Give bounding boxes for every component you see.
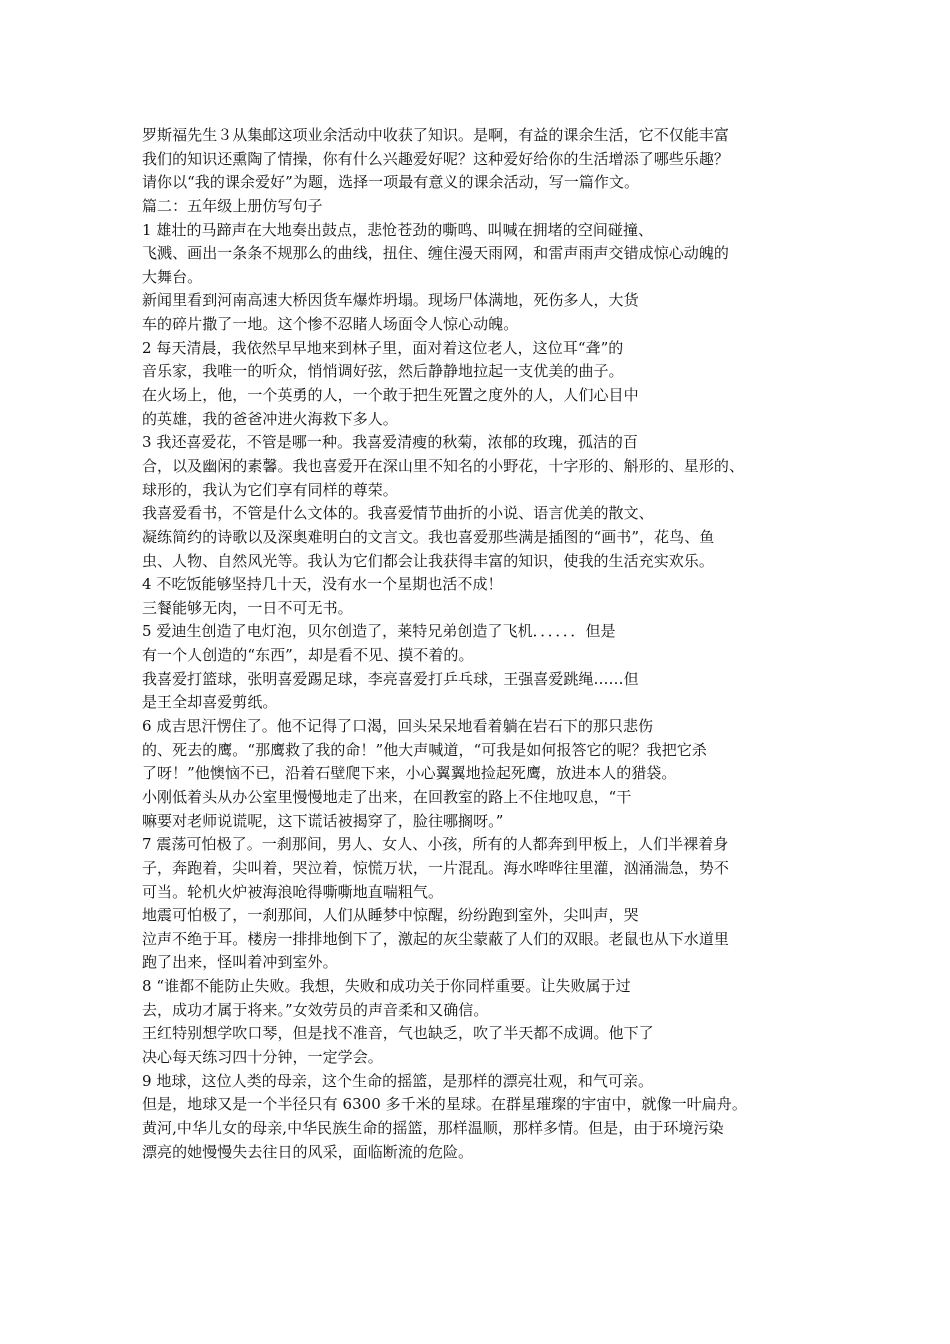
- text-line: 子，奔跑着，尖叫着，哭泣着，惊慌万状，一片混乱。海水哗哗往里灌，汹涌湍急，势不: [142, 858, 729, 877]
- text-line: 的、死去的鹰。“那鹰救了我的命！”他大声喊道，“可我是如何报答它的呢？我把它杀: [142, 740, 707, 759]
- text-line: 跑了出来，怪叫着冲到室外。: [142, 953, 338, 972]
- text-line: 球形的，我认为它们享有同样的尊荣。: [142, 480, 398, 499]
- text-line: 大舞台。: [142, 267, 203, 286]
- text-line: 的英雄，我的爸爸冲进火海救下多人。: [142, 409, 398, 428]
- text-line: 了呀！”他懊恼不已，沿着石壁爬下来，小心翼翼地捡起死鹰，放进本人的猎袋。: [142, 764, 677, 783]
- text-line: 小刚低着头从办公室里慢慢地走了出来，在回教室的路上不住地叹息，“干: [142, 787, 632, 806]
- essay-text-body: [142, 124, 832, 1164]
- text-line: 3 我还喜爱花，不管是哪一种。我喜爱清瘦的秋菊，浓郁的玫瑰，孤洁的百: [142, 433, 639, 452]
- text-line: 漂亮的她慢慢失去往日的风采，面临断流的危险。: [142, 1142, 474, 1161]
- text-line: 7 震荡可怕极了。一刹那间，男人、女人、小孩，所有的人都奔到甲板上，人们半裸着身: [142, 835, 729, 854]
- text-line: 三餐能够无肉，一日不可无书。: [142, 598, 353, 617]
- text-line: 地震可怕极了，一刹那间，人们从睡梦中惊醒，纷纷跑到室外，尖叫声，哭: [142, 906, 639, 925]
- text-line: 5 爱迪生创造了电灯泡，贝尔创造了，莱特兄弟创造了飞机．．．．．．但是: [142, 622, 616, 641]
- text-line: 有一个人创造的“东西”，却是看不见、摸不着的。: [142, 646, 474, 665]
- text-line: 篇二：五年级上册仿写句子: [142, 196, 323, 215]
- text-line: 决心每天练习四十分钟，一定学会。: [142, 1047, 383, 1066]
- text-line: 罗斯福先生３从集邮这项业余活动中收获了知识。是啊，有益的课余生活，它不仅能丰富: [142, 126, 729, 144]
- text-line: 凝练简约的诗歌以及深奥难明白的文言文。我也喜爱那些满是插图的“画书”，花鸟、鱼: [142, 527, 715, 546]
- text-line: 我们的知识还熏陶了情操，你有什么兴趣爱好呢？这种爱好给你的生活增添了哪些乐趣？: [142, 149, 729, 168]
- text-line: 1 雄壮的马蹄声在大地奏出鼓点，悲怆苍劲的嘶鸣、叫喊在拥堵的空间碰撞、: [142, 220, 654, 239]
- text-line: 合，以及幽闲的素馨。我也喜爱开在深山里不知名的小野花，十字形的、斛形的、星形的、: [142, 456, 745, 475]
- text-line: 6 成吉思汗愣住了。他不记得了口渴，回头呆呆地看着躺在岩石下的那只悲伤: [142, 717, 654, 736]
- text-line: 新闻里看到河南高速大桥因货车爆炸坍塌。现场尸体满地，死伤多人，大货: [142, 291, 639, 310]
- text-line: 是王全却喜爱剪纸。: [142, 693, 278, 712]
- text-line: 音乐家，我唯一的听众，悄悄调好弦，然后静静地拉起一支优美的曲子。: [142, 362, 624, 381]
- text-line: 黄河,中华儿女的母亲,中华民族生命的摇篮，那样温顺，那样多情。但是，由于环境污染: [142, 1118, 724, 1137]
- text-line: 4 不吃饭能够坚持几十天，没有水一个星期也活不成！: [142, 575, 503, 594]
- text-line: 2 每天清晨，我依然早早地来到林子里，面对着这位老人，这位耳“聋”的: [142, 338, 624, 357]
- text-line: 车的碎片撒了一地。这个惨不忍睹人场面令人惊心动魄。: [142, 315, 519, 334]
- text-line: 去，成功才属于将来。”女效劳员的声音柔和又确信。: [142, 1000, 489, 1019]
- text-line: 9 地球，这位人类的母亲，这个生命的摇篮，是那样的漂亮壮观，和气可亲。: [142, 1071, 654, 1090]
- text-line: 我喜爱看书，不管是什么文体的。我喜爱情节曲折的小说、语言优美的散文、: [142, 504, 654, 523]
- text-line: 飞溅、画出一条条不规那么的曲线，扭住、缠住漫天雨网，和雷声雨声交错成惊心动魄的: [142, 244, 729, 263]
- text-line: 8 “谁都不能防止失败。我想，失败和成功关于你同样重要。让失败属于过: [142, 977, 631, 996]
- text-line: 我喜爱打篮球，张明喜爱踢足球，李亮喜爱打乒乓球，王强喜爱跳绳……但: [142, 669, 639, 688]
- text-line: 泣声不绝于耳。楼房一排排地倒下了，激起的灰尘蒙蔽了人们的双眼。老鼠也从下水道里: [142, 929, 729, 948]
- text-line: 王红特别想学吹口琴，但是找不准音，气也缺乏，吹了半天都不成调。他下了: [142, 1024, 654, 1043]
- text-line: 嘛要对老师说谎呢，这下谎话被揭穿了，脸往哪搁呀。”: [142, 811, 504, 830]
- text-line: 可当。轮机火炉被海浪呛得嘶嘶地直喘粗气。: [142, 882, 444, 901]
- text-line: 虫、人物、自然风光等。我认为它们都会让我获得丰富的知识，使我的生活充实欢乐。: [142, 551, 714, 570]
- text-line: 但是，地球又是一个半径只有 6300 多千米的星球。在群星璀璨的宇宙中，就像一叶扁舟。: [142, 1095, 747, 1114]
- text-line: 请你以“我的课余爱好”为题，选择一项最有意义的课余活动，写一篇作文。: [142, 173, 640, 192]
- text-line: 在火场上，他，一个英勇的人，一个敢于把生死置之度外的人，人们心目中: [142, 386, 639, 405]
